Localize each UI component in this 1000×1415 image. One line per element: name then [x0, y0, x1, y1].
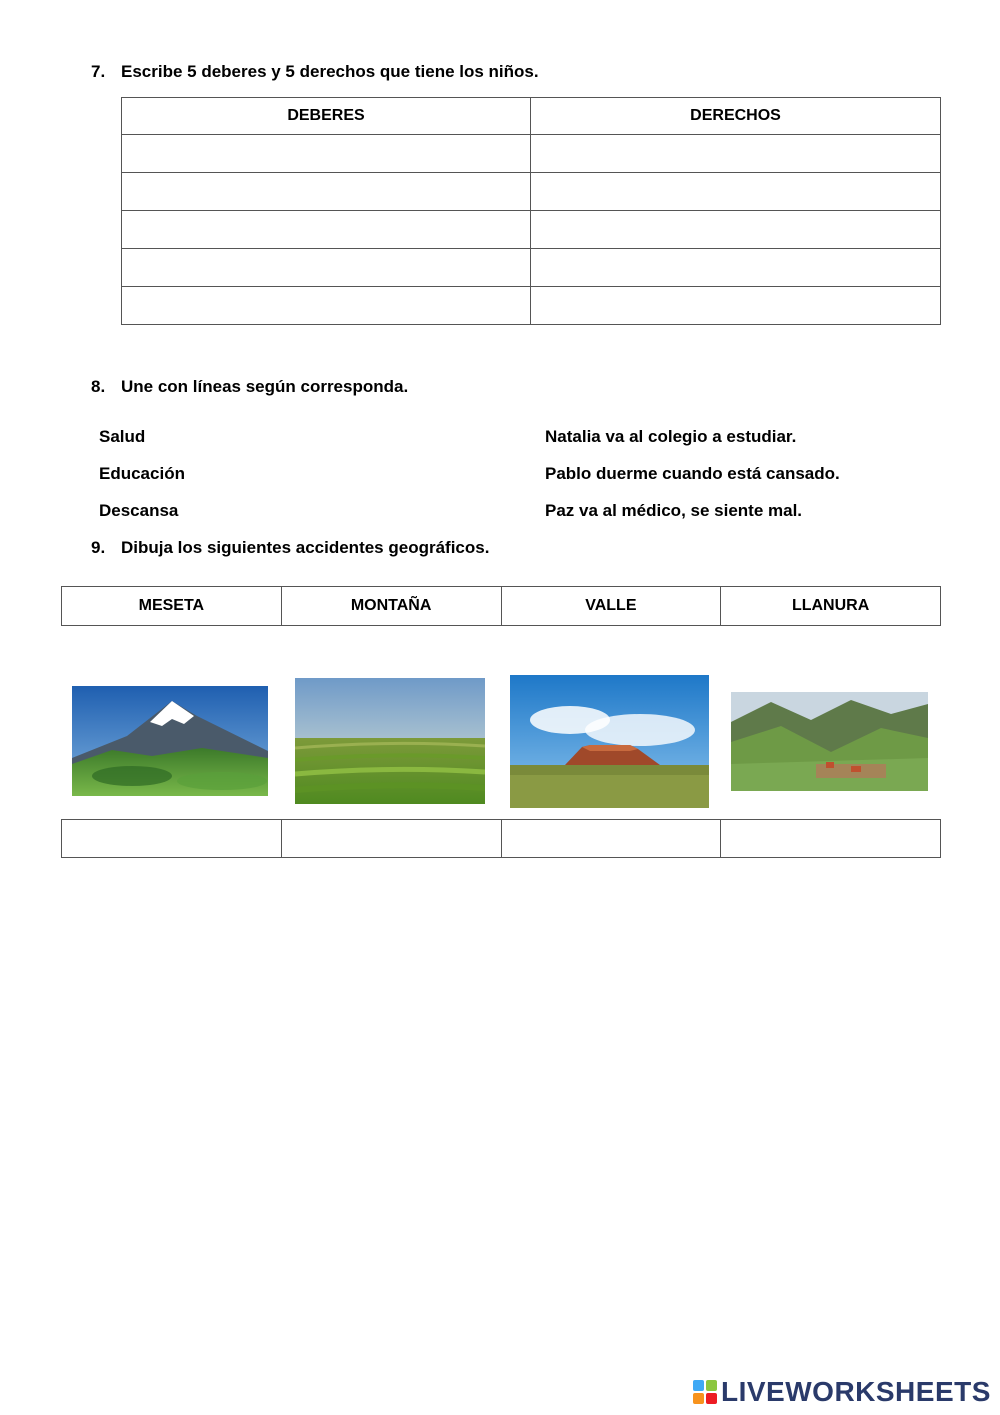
match-left-descansa[interactable]: Descansa	[99, 501, 179, 520]
match-right-1[interactable]: Natalia va al colegio a estudiar.	[545, 427, 797, 446]
logo-square	[706, 1380, 717, 1391]
answer-cell-1[interactable]	[62, 820, 282, 858]
liveworksheets-logo	[693, 1376, 991, 1408]
answer-cell-derecho-2[interactable]	[531, 173, 941, 211]
landforms-header-table	[61, 586, 941, 626]
question-7	[91, 62, 539, 82]
match-right-3[interactable]: Paz va al médico, se siente mal.	[545, 501, 803, 520]
match-left-educacion[interactable]: Educación	[99, 464, 185, 483]
mountain-photo	[72, 686, 268, 796]
logo-text: LIVEWORKSHEETS	[721, 1376, 991, 1407]
landforms-answer-table	[61, 819, 941, 858]
answer-cell-4[interactable]	[721, 820, 941, 858]
answer-cell-deber-5[interactable]	[122, 287, 531, 325]
plain-photo	[295, 678, 485, 804]
answer-cell-3[interactable]	[501, 820, 721, 858]
answer-cell-derecho-3[interactable]	[531, 211, 941, 249]
question-number: 7.	[91, 62, 106, 81]
question-number: 9.	[91, 538, 106, 557]
match-right-2[interactable]: Pablo duerme cuando está cansado.	[545, 464, 840, 483]
match-left-salud[interactable]: Salud	[99, 427, 146, 446]
header-llanura: LLANURA	[721, 587, 941, 626]
logo-square	[706, 1393, 717, 1404]
answer-cell-deber-3[interactable]	[122, 211, 531, 249]
header-montana: MONTAÑA	[281, 587, 501, 626]
logo-square	[693, 1393, 704, 1404]
answer-cell-derecho-5[interactable]	[531, 287, 941, 325]
answer-cell-2[interactable]	[281, 820, 501, 858]
header-derechos: DERECHOS	[531, 98, 941, 135]
question-number: 8.	[91, 377, 106, 396]
duties-rights-table	[121, 97, 941, 325]
question-8	[91, 377, 408, 397]
answer-cell-derecho-4[interactable]	[531, 249, 941, 287]
logo-icon	[693, 1380, 717, 1404]
question-text: Dibuja los siguientes accidentes geográficos.	[121, 538, 490, 557]
logo-square	[693, 1380, 704, 1391]
plateau-photo	[510, 675, 709, 808]
answer-cell-deber-2[interactable]	[122, 173, 531, 211]
header-valle: VALLE	[501, 587, 721, 626]
question-text: Une con líneas según corresponda.	[121, 377, 409, 396]
question-text: Escribe 5 deberes y 5 derechos que tiene los niños.	[121, 62, 539, 81]
header-deberes: DEBERES	[122, 98, 531, 135]
answer-cell-derecho-1[interactable]	[531, 135, 941, 173]
answer-cell-deber-4[interactable]	[122, 249, 531, 287]
valley-photo	[731, 692, 928, 791]
header-meseta: MESETA	[62, 587, 282, 626]
question-9	[91, 538, 489, 558]
answer-cell-deber-1[interactable]	[122, 135, 531, 173]
